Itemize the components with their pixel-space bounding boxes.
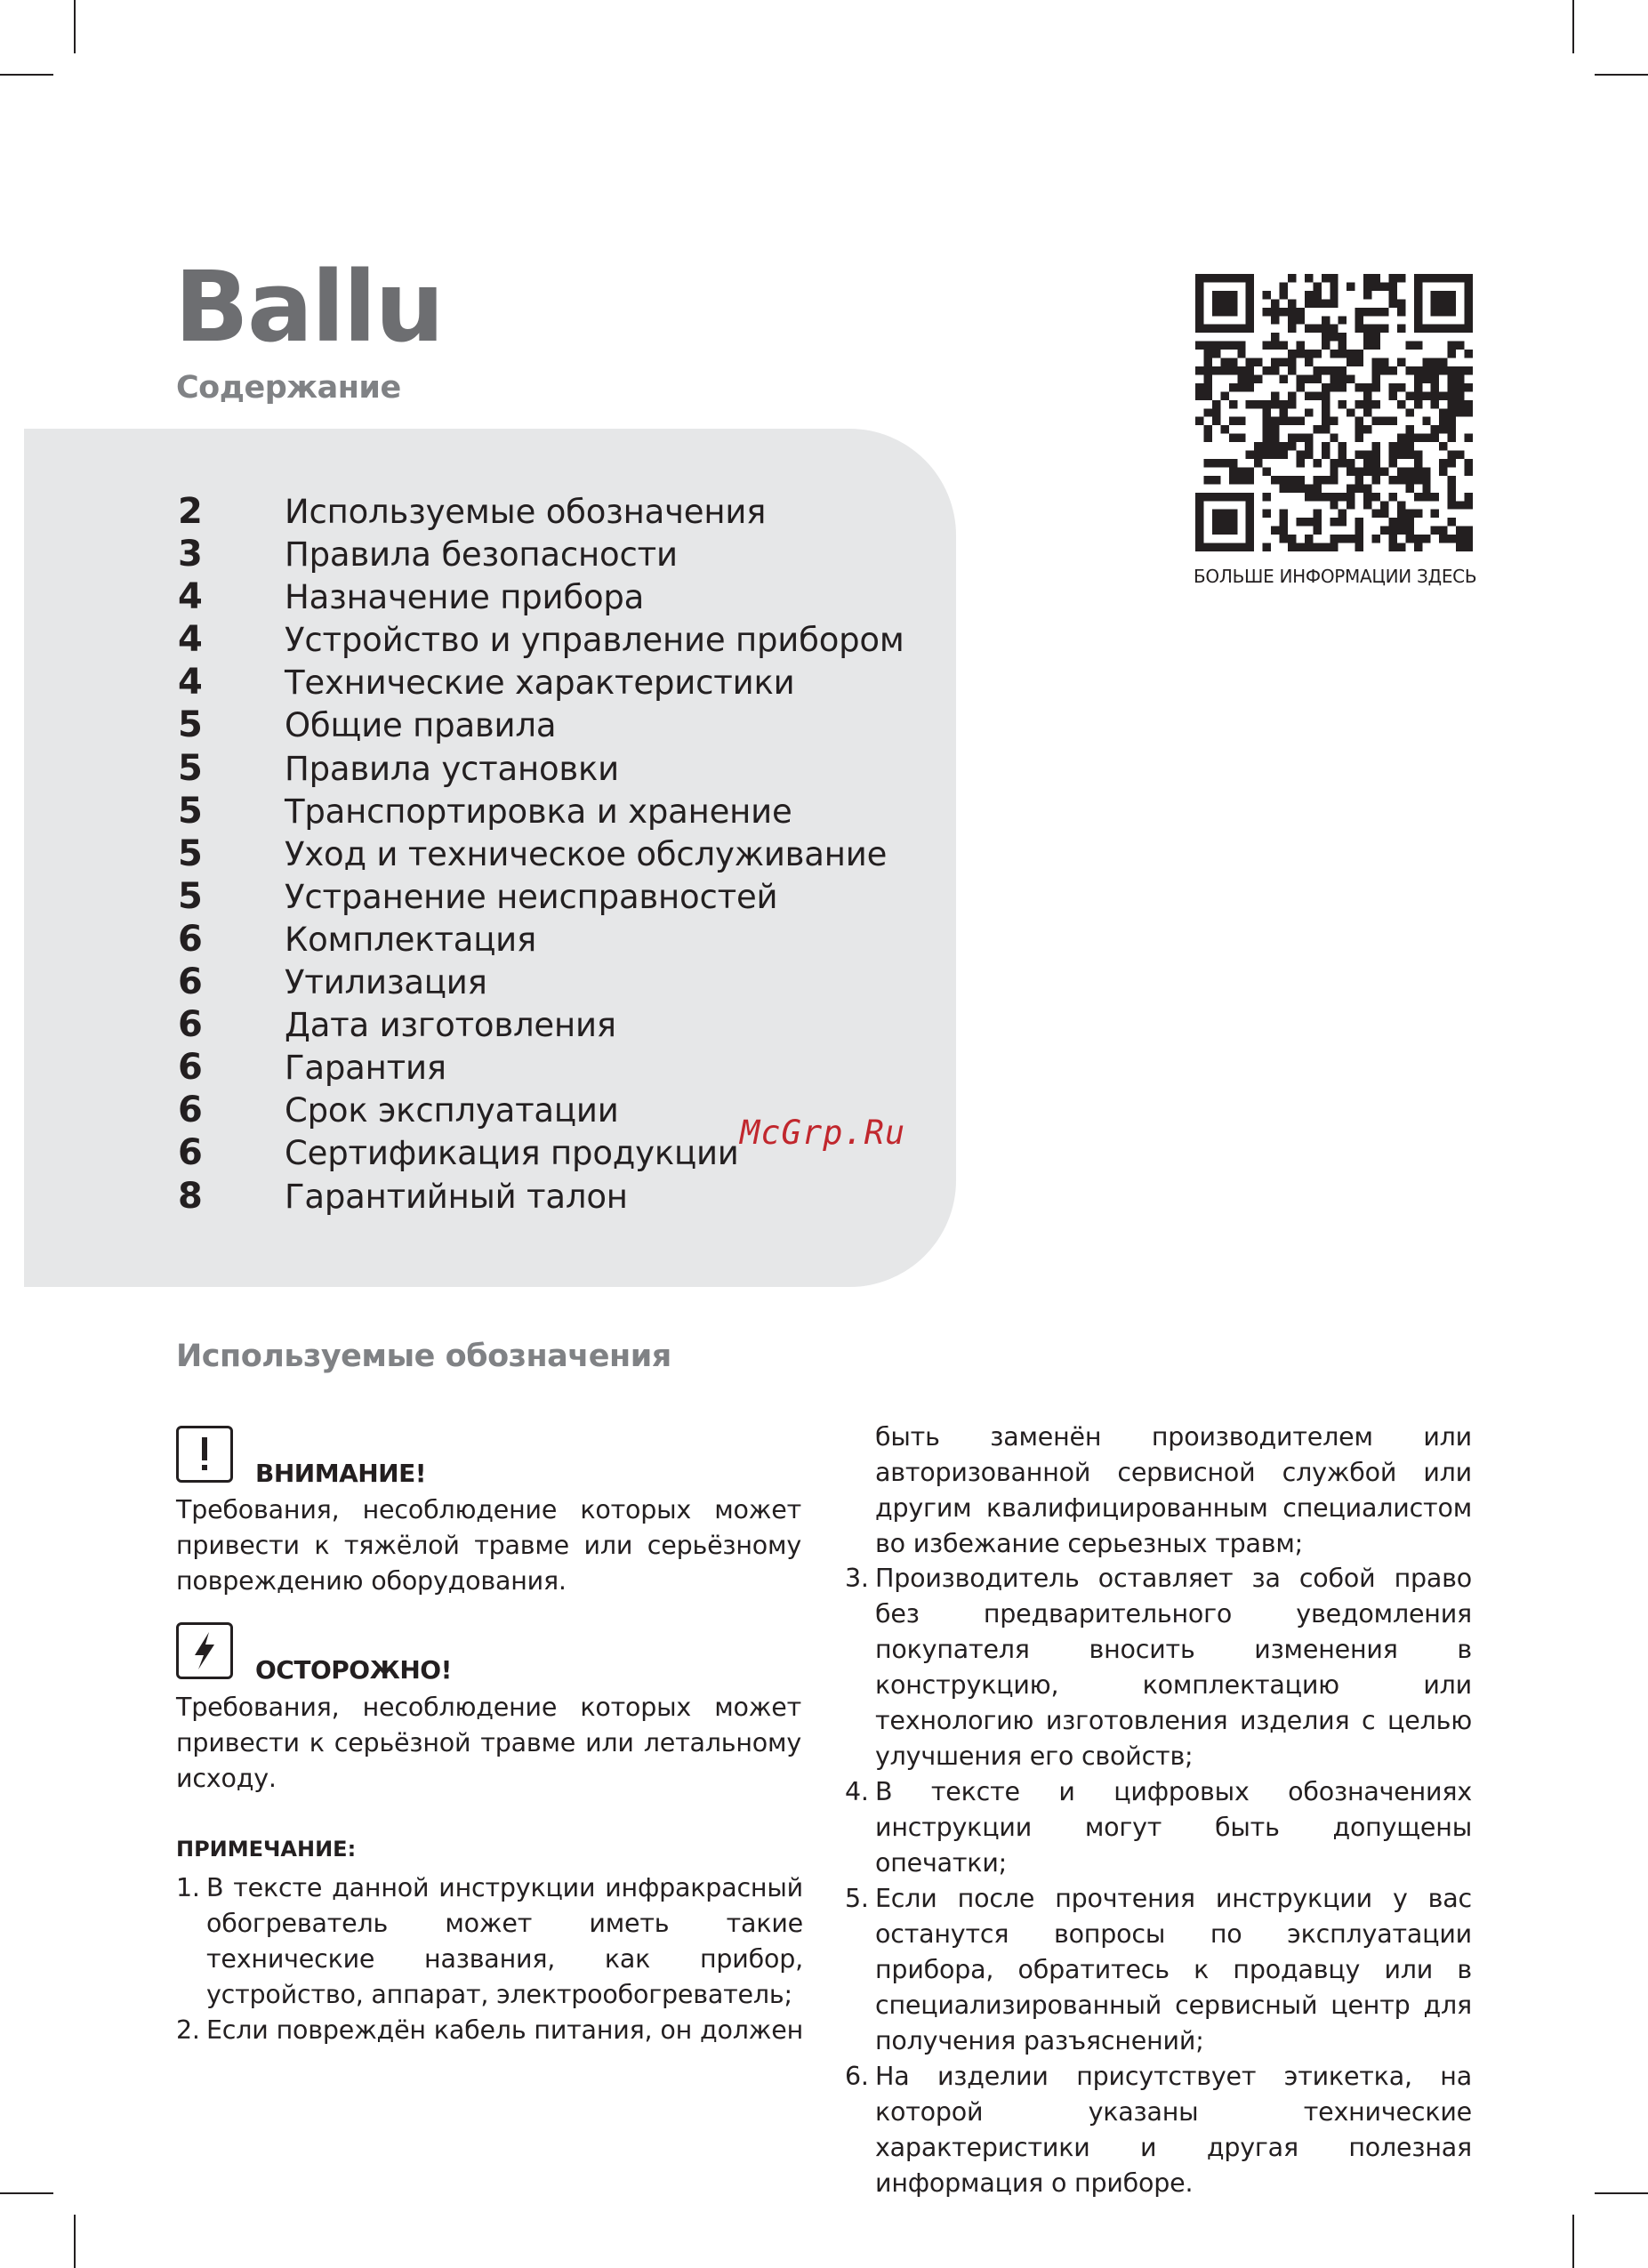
- toc-item[interactable]: [178, 576, 904, 619]
- toc-item[interactable]: [178, 619, 904, 662]
- crop-mark: [74, 0, 76, 53]
- qr-code-icon[interactable]: [1195, 274, 1473, 551]
- toc-list: [178, 491, 904, 1218]
- toc-item-title: Используемые обозначения: [285, 493, 767, 531]
- toc-item[interactable]: [178, 791, 904, 833]
- toc-item-title: Дата изготовления: [285, 1006, 616, 1045]
- toc-item-title: Сертификация продукции: [285, 1134, 739, 1173]
- note-item-2-continued: быть заменён производителем или авторизованной сервисной службой или другим квалифицированным специалистом во избежание серьезных травм;: [875, 1422, 1472, 1558]
- toc-item[interactable]: [178, 876, 904, 919]
- crop-mark: [1595, 74, 1648, 76]
- note-list-right: [845, 1561, 1472, 2201]
- crop-mark: [1595, 2192, 1648, 2194]
- toc-page-number: 6: [178, 918, 203, 960]
- qr-caption: БОЛЬШЕ ИНФОРМАЦИИ ЗДЕСЬ: [1194, 566, 1477, 587]
- caution-label: ОСТОРОЖНО!: [255, 1655, 452, 1685]
- toc-item-title: Правила безопасности: [285, 535, 678, 575]
- toc-page-number: 3: [178, 534, 203, 575]
- toc-item[interactable]: [178, 1047, 904, 1090]
- crop-mark: [1572, 0, 1574, 53]
- toc-item[interactable]: [178, 662, 904, 704]
- list-item: 2. Если повреждён кабель питания, он должен: [176, 2015, 803, 2045]
- toc-item-title: Технические характеристики: [285, 664, 795, 703]
- toc-item-title: Утилизация: [285, 963, 487, 1002]
- toc-page-number: 2: [178, 491, 203, 532]
- brand-logo: Ballu: [174, 250, 443, 364]
- list-item: 3. Производитель оставляет за собой право без предварительного уведомления покупателя вносить изменения в конструкцию, комплектацию или технологию изготовления изделия с целью улучшения его свойств;: [845, 1564, 1472, 1771]
- watermark: McGrp.Ru: [740, 1114, 906, 1152]
- toc-heading: Содержание: [176, 370, 401, 406]
- toc-item-title: Транспортировка и хранение: [285, 792, 792, 831]
- toc-item[interactable]: [178, 833, 904, 876]
- toc-page-number: 5: [178, 747, 203, 789]
- attention-text: Требования, несоблюдение которых может привести к тяжёлой травме или серьёзному повреждению оборудования.: [176, 1495, 801, 1596]
- toc-item[interactable]: [178, 491, 904, 534]
- lightning-icon: [176, 1622, 233, 1679]
- crop-mark: [1572, 2215, 1574, 2268]
- toc-item-title: Назначение прибора: [285, 578, 645, 617]
- toc-page-number: 5: [178, 704, 203, 746]
- toc-item-title: Срок эксплуатации: [285, 1091, 619, 1130]
- toc-page-number: 8: [178, 1175, 203, 1217]
- toc-page-number: 5: [178, 832, 203, 874]
- toc-page-number: 6: [178, 1132, 203, 1174]
- note-list-left: [176, 1870, 803, 2048]
- toc-item[interactable]: [178, 748, 904, 791]
- list-item: 5. Если после прочтения инструкции у вас останутся вопросы по эксплуатации прибора, обратитесь к продавцу или в специализированный сервисный центр для получения разъяснений;: [845, 1884, 1472, 2055]
- toc-page-number: 4: [178, 619, 203, 661]
- toc-item[interactable]: [178, 961, 904, 1004]
- toc-item[interactable]: [178, 1004, 904, 1047]
- toc-page-number: 6: [178, 1047, 203, 1089]
- crop-mark: [0, 2192, 53, 2194]
- toc-item[interactable]: [178, 704, 904, 747]
- toc-item-title: Комплектация: [285, 920, 537, 959]
- crop-mark: [74, 2215, 76, 2268]
- toc-item-title: Правила установки: [285, 749, 620, 788]
- section-heading: Используемые обозначения: [176, 1339, 671, 1374]
- toc-page-number: 4: [178, 576, 203, 618]
- note-label: ПРИМЕЧАНИЕ:: [176, 1837, 357, 1862]
- toc-item[interactable]: [178, 1176, 904, 1218]
- toc-item[interactable]: [178, 919, 904, 961]
- toc-item-title: Гарантия: [285, 1049, 446, 1088]
- toc-item-title: Устройство и управление прибором: [285, 621, 904, 660]
- toc-page-number: 5: [178, 790, 203, 832]
- list-item: 6. На изделии присутствует этикетка, на которой указаны технические характеристики и другая полезная информация о приборе.: [845, 2062, 1472, 2198]
- toc-page-number: 6: [178, 961, 203, 1003]
- toc-page-number: 5: [178, 875, 203, 917]
- toc-item-title: Уход и техническое обслуживание: [285, 834, 888, 873]
- toc-page-number: 4: [178, 662, 203, 704]
- toc-item-title: Общие правила: [285, 706, 557, 745]
- list-item: 1. В тексте данной инструкции инфракрасный обогреватель может иметь такие технические названия, как прибор, устройство, аппарат, электрообогреватель;: [176, 1873, 803, 2009]
- list-item: 4. В тексте и цифровых обозначениях инструкции могут быть допущены опечатки;: [845, 1777, 1472, 1878]
- toc-item[interactable]: [178, 534, 904, 576]
- attention-label: ВНИМАНИЕ!: [255, 1459, 427, 1488]
- toc-page-number: 6: [178, 1090, 203, 1131]
- caution-text: Требования, несоблюдение которых может привести к серьёзной травме или летальному исходу.: [176, 1693, 801, 1793]
- toc-item-title: Гарантийный талон: [285, 1177, 628, 1216]
- toc-page-number: 6: [178, 1004, 203, 1046]
- exclamation-icon: [176, 1426, 233, 1483]
- crop-mark: [0, 74, 53, 76]
- toc-item-title: Устранение неисправностей: [285, 877, 778, 916]
